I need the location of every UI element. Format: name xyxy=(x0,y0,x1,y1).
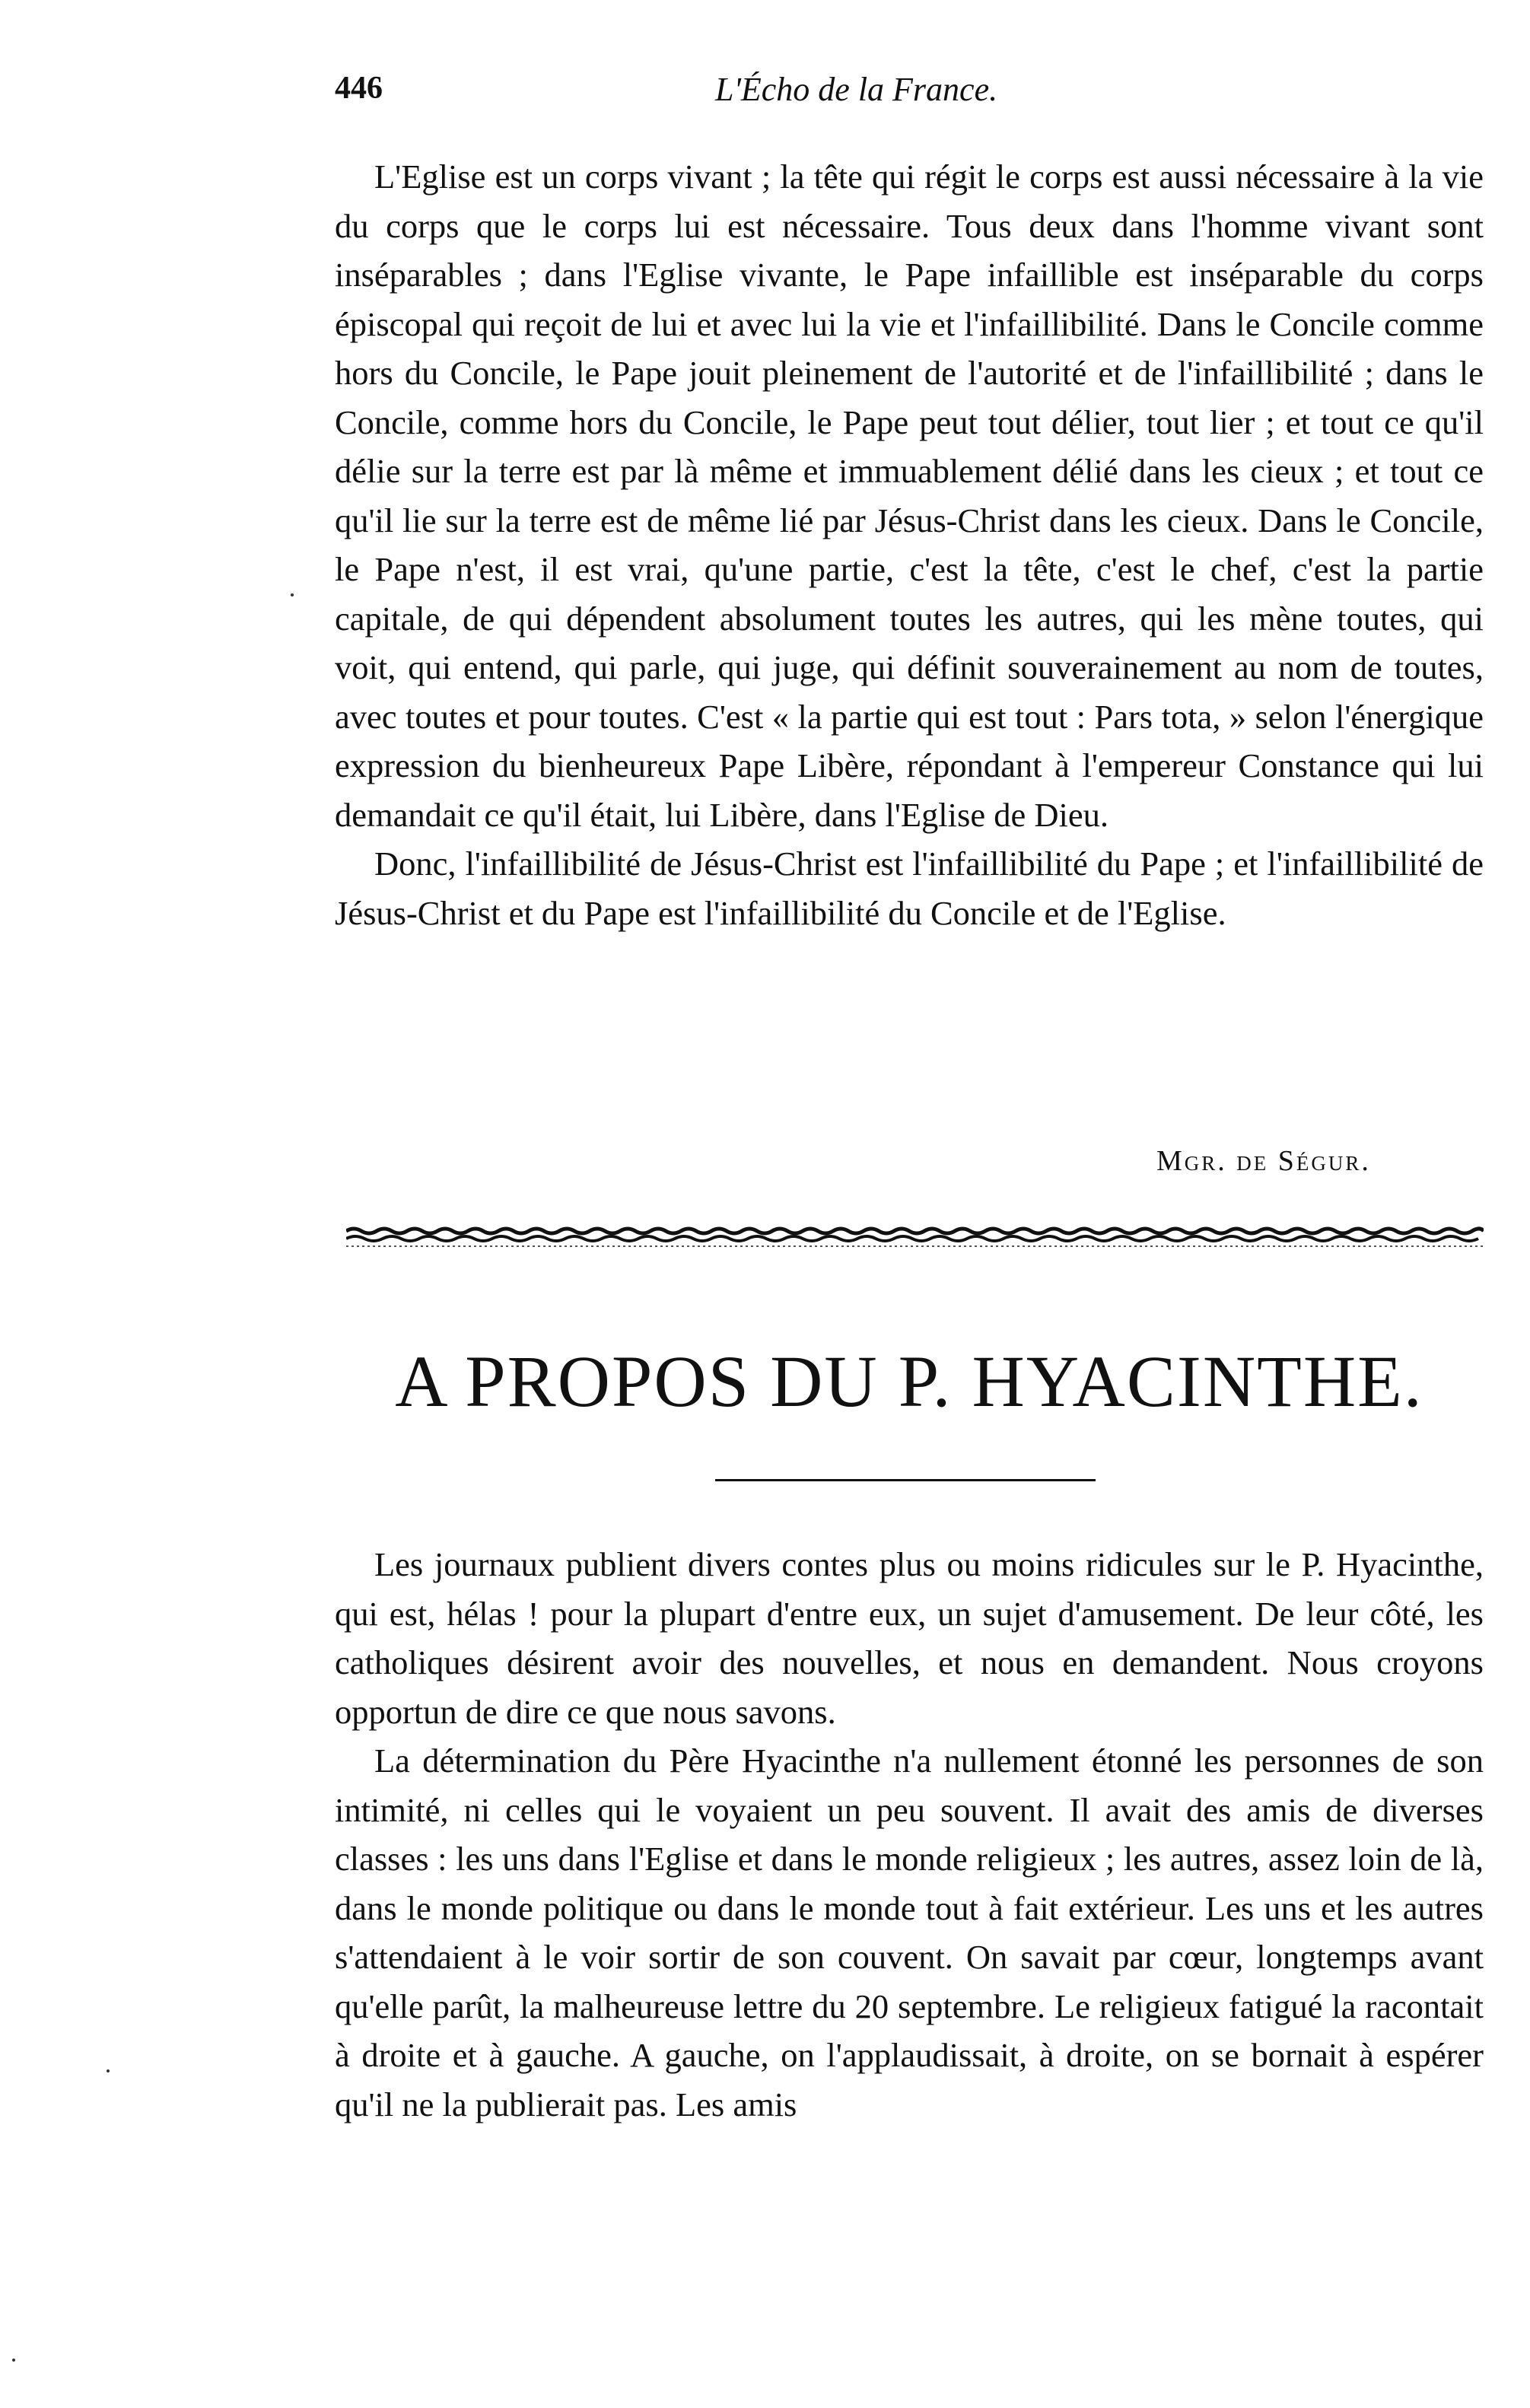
section-title: A PROPOS DU P. HYACINTHE. xyxy=(395,1341,1423,1422)
title-rule xyxy=(715,1479,1096,1481)
ornamental-divider xyxy=(346,1226,1484,1252)
page-header xyxy=(335,70,1484,116)
article-2-paragraph-1: Les journaux publient divers contes plus ou moins ridicules sur le P. Hyacinthe, qui est, hélas ! pour la plupart d'entre eux, un sujet d'amusement. De leur côté, les catholiques désirent avoir des nouvelles, et nous en demandent. Nous croyons opportun de dire ce que nous savons. xyxy=(335,1545,1484,1731)
article-1-paragraph-1: L'Eglise est un corps vivant ; la tête qui régit le corps est aussi nécessaire à la vie du corps que le corps lui est nécessaire. Tous deux dans l'homme vivant sont inséparables ; dans l'Eglise vivante, le Pape infaillible est inséparable du corps épiscopal qui reçoit de lui et avec lui la vie et l'infaillibilité. Dans le Concile comme hors du Concile, le Pape jouit pleinement de l'autorité et de l'infaillibilité ; dans le Concile, comme hors du Concile, le Pape peut tout délier, tout lier ; et tout ce qu'il délie sur la terre est par là même et immuablement délié dans les cieux ; et tout ce qu'il lie sur la terre est de même lié par Jésus-Christ dans les cieux. Dans le Concile, le Pape n'est, il est vrai, qu'une partie, c'est la tête, c'est le chef, c'est la partie capitale, de qui dépendent absolument toutes les autres, qui les mène toutes, qui voit, qui entend, qui parle, qui juge, qui définit souverainement au nom de toutes, avec toutes et pour toutes. C'est « la partie qui est tout : Pars tota, » selon l'énergique expression du bienheureux Pape Libère, répondant à l'empereur Constance qui lui demandait ce qu'il était, lui Libère, dans l'Eglise de Dieu. xyxy=(335,157,1484,834)
article-2-body xyxy=(335,1540,1484,2129)
article-1-paragraph-2: Donc, l'infaillibilité de Jésus-Christ est l'infaillibilité du Pape ; et l'infaillibilité de Jésus-Christ et du Pape est l'infaillibilité du Concile et de l'Eglise. xyxy=(335,845,1484,932)
stray-ink-mark xyxy=(12,2359,15,2362)
author-signature: Mgr. de Ségur. xyxy=(1156,1145,1371,1177)
running-head: L'Écho de la France. xyxy=(715,71,998,108)
stray-ink-mark xyxy=(291,593,294,596)
page-number: 446 xyxy=(335,71,383,106)
article-1-body xyxy=(335,152,1484,937)
stray-ink-mark xyxy=(107,2069,110,2072)
article-2-paragraph-2: La détermination du Père Hyacinthe n'a nullement étonné les personnes de son intimité, ni celles qui le voyaient un peu souvent. Il avait des amis de diverses classes : les uns dans l'Eglise et dans le monde religieux ; les autres, assez loin de là, dans le monde politique ou dans le monde tout à fait extérieur. Les uns et les autres s'attendaient à le voir sortir de son couvent. On savait par cœur, longtemps avant qu'elle parût, la malheureuse lettre du 20 septembre. Le religieux fatigué la racontait à droite et à gauche. A gauche, on l'applaudissait, à droite, on se bornait à espérer qu'il ne la publierait pas. Les amis xyxy=(335,1742,1484,2123)
